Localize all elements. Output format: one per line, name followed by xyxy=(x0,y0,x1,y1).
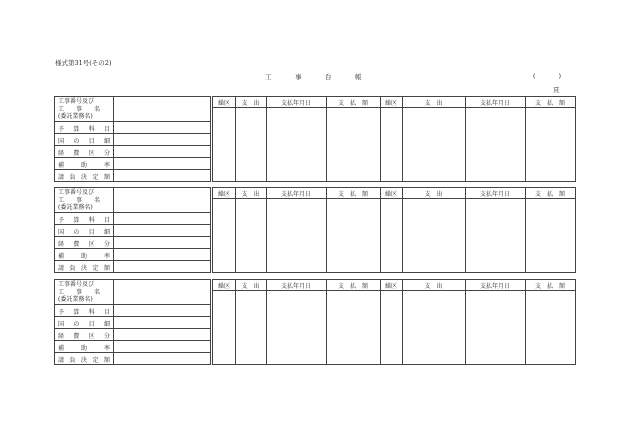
budget-label: 予 算 科 目 xyxy=(55,213,114,225)
column-divider xyxy=(235,188,236,272)
work-label-line: (委託業務名) xyxy=(58,296,93,303)
column-header: 繰区 xyxy=(384,190,397,198)
column-header: 繰区 xyxy=(384,282,397,290)
column-header: 支 出 xyxy=(424,190,443,198)
column-divider xyxy=(465,97,466,181)
work-name-row xyxy=(55,280,210,304)
column-divider xyxy=(326,280,327,364)
column-header: 支払年月日 xyxy=(479,99,510,107)
left-info-table xyxy=(54,187,211,273)
work-label-line: 工 事 名 xyxy=(58,288,101,296)
work-name-label xyxy=(55,97,114,121)
subsection-label: 国 の 目 細 xyxy=(55,134,114,146)
title-char: 事 xyxy=(295,73,302,81)
column-divider xyxy=(266,188,267,272)
column-divider xyxy=(266,280,267,364)
column-divider xyxy=(465,280,466,364)
column-header: 繰区 xyxy=(217,99,230,107)
title-char: 台 xyxy=(325,73,332,81)
expense-label: 経 費 区 分 xyxy=(55,237,114,249)
budget-label: 予 算 科 目 xyxy=(55,122,114,134)
work-label-line: (委託業務名) xyxy=(58,204,93,211)
page-label: 頁 xyxy=(553,86,560,94)
column-header: 支払年月日 xyxy=(280,190,311,198)
column-divider xyxy=(402,97,403,181)
subsidy-label: 補 助 率 xyxy=(55,341,114,353)
title-char: 工 xyxy=(265,73,272,81)
payment-table xyxy=(212,279,576,365)
column-header: 支 出 xyxy=(424,282,443,290)
column-header: 繰区 xyxy=(217,190,230,198)
contract-label: 請 負 決 定 額 xyxy=(55,353,114,365)
work-label-line: (委託業務名) xyxy=(58,113,93,120)
subsection-label: 国 の 目 細 xyxy=(55,317,114,329)
expense-label: 経 費 区 分 xyxy=(55,146,114,158)
budget-label: 予 算 科 目 xyxy=(55,305,114,317)
column-divider xyxy=(525,97,526,181)
column-divider xyxy=(402,280,403,364)
work-label-line: 工 事 名 xyxy=(58,196,101,204)
column-divider xyxy=(402,188,403,272)
work-name-row xyxy=(55,188,210,212)
column-divider xyxy=(326,188,327,272)
column-divider xyxy=(266,97,267,181)
column-divider xyxy=(465,188,466,272)
column-header: 支 払 額 xyxy=(534,282,565,290)
ledger-block xyxy=(54,187,576,273)
column-header: 支 払 額 xyxy=(337,282,368,290)
paren-open: ( xyxy=(533,72,536,80)
column-header: 支 出 xyxy=(424,99,443,107)
column-header: 支 払 額 xyxy=(337,99,368,107)
ledger-block xyxy=(54,279,576,365)
work-label-line: 工事番号及び xyxy=(58,189,95,196)
work-label-line: 工事番号及び xyxy=(58,281,95,288)
column-divider xyxy=(525,188,526,272)
work-label-line: 工事番号及び xyxy=(58,98,95,105)
contract-row xyxy=(55,260,210,273)
subsidy-label: 補 助 率 xyxy=(55,249,114,261)
title-char: 帳 xyxy=(355,73,362,81)
column-divider xyxy=(235,280,236,364)
column-header: 支 払 額 xyxy=(534,190,565,198)
column-header: 支 出 xyxy=(241,190,260,198)
column-header: 支 出 xyxy=(241,99,260,107)
payment-table xyxy=(212,96,576,182)
subsidy-label: 補 助 率 xyxy=(55,158,114,170)
work-label-line: 工 事 名 xyxy=(58,105,101,113)
work-name-label xyxy=(55,280,114,304)
left-info-table xyxy=(54,96,211,182)
column-header: 支払年月日 xyxy=(280,99,311,107)
column-divider xyxy=(525,280,526,364)
column-header: 支 出 xyxy=(241,282,260,290)
column-divider xyxy=(380,188,381,272)
column-header: 支払年月日 xyxy=(280,282,311,290)
page-number-field xyxy=(533,72,561,80)
column-divider xyxy=(380,280,381,364)
paren-close: ) xyxy=(558,72,561,80)
column-header: 支払年月日 xyxy=(479,190,510,198)
contract-row xyxy=(55,352,210,365)
column-divider xyxy=(380,97,381,181)
expense-label: 経 費 区 分 xyxy=(55,329,114,341)
ledger-block xyxy=(54,96,576,182)
column-header: 支払年月日 xyxy=(479,282,510,290)
column-header: 支 払 額 xyxy=(534,99,565,107)
document-title xyxy=(265,72,385,81)
column-header: 繰区 xyxy=(217,282,230,290)
column-divider xyxy=(235,97,236,181)
left-info-table xyxy=(54,279,211,365)
contract-row xyxy=(55,169,210,182)
contract-label: 請 負 決 定 額 xyxy=(55,261,114,273)
work-name-label xyxy=(55,188,114,212)
form-id: 様式第31号(その2) xyxy=(55,59,112,67)
column-header: 支 払 額 xyxy=(337,190,368,198)
column-header: 繰区 xyxy=(384,99,397,107)
subsection-label: 国 の 目 細 xyxy=(55,225,114,237)
payment-table xyxy=(212,187,576,273)
work-name-row xyxy=(55,97,210,121)
contract-label: 請 負 決 定 額 xyxy=(55,170,114,182)
column-divider xyxy=(326,97,327,181)
